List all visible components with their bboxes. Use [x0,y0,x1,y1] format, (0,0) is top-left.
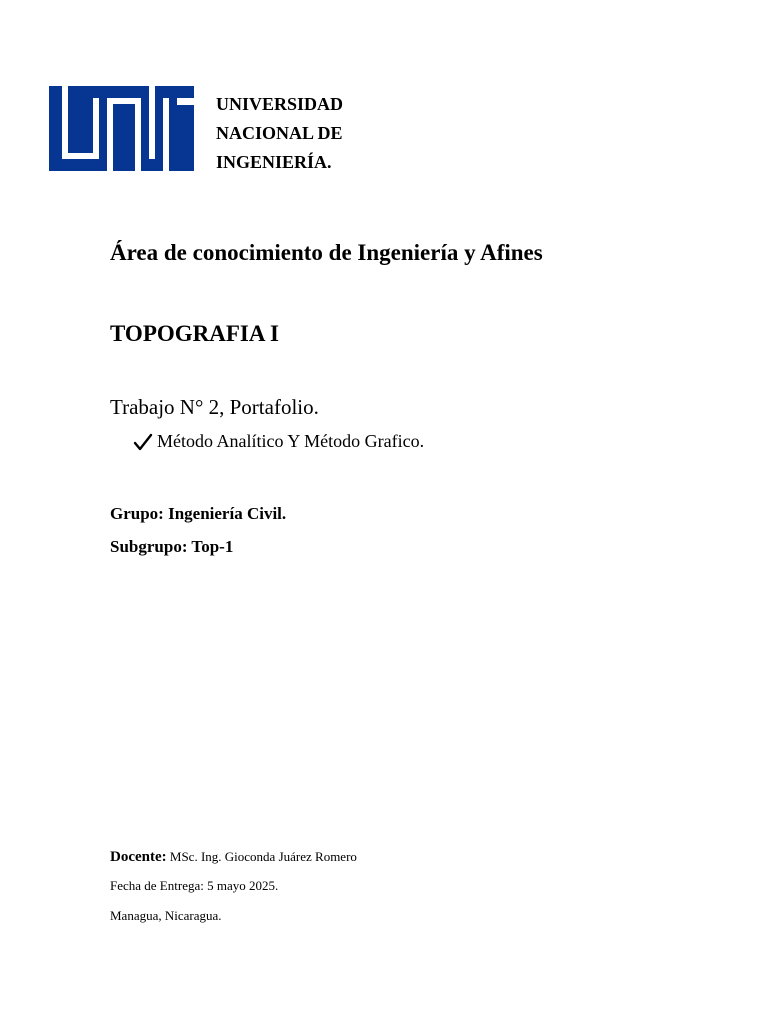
subgroup-label: Subgrupo: Top-1 [110,537,234,556]
area-title: Área de conocimiento de Ingeniería y Afines [110,240,543,265]
university-name-line-3: INGENIERÍA. [216,152,332,172]
group-label: Grupo: Ingeniería Civil. [110,504,287,523]
university-name-line-2: NACIONAL DE [216,123,343,143]
uni-logo [49,86,194,171]
course-title: TOPOGRAFIA I [110,321,279,346]
checkmark-icon [133,433,153,451]
delivery-date: Fecha de Entrega: 5 mayo 2025. [110,878,279,893]
work-title: Trabajo N° 2, Portafolio. [110,395,319,419]
teacher-name: MSc. Ing. Gioconda Juárez Romero [166,849,357,864]
bullet-item [133,431,424,452]
teacher-line [110,848,357,866]
teacher-label: Docente: [110,849,167,865]
bullet-text: Método Analítico Y Método Grafico. [157,431,425,451]
place: Managua, Nicaragua. [110,908,222,923]
university-name-line-1: UNIVERSIDAD [216,94,344,114]
university-name [216,90,343,177]
